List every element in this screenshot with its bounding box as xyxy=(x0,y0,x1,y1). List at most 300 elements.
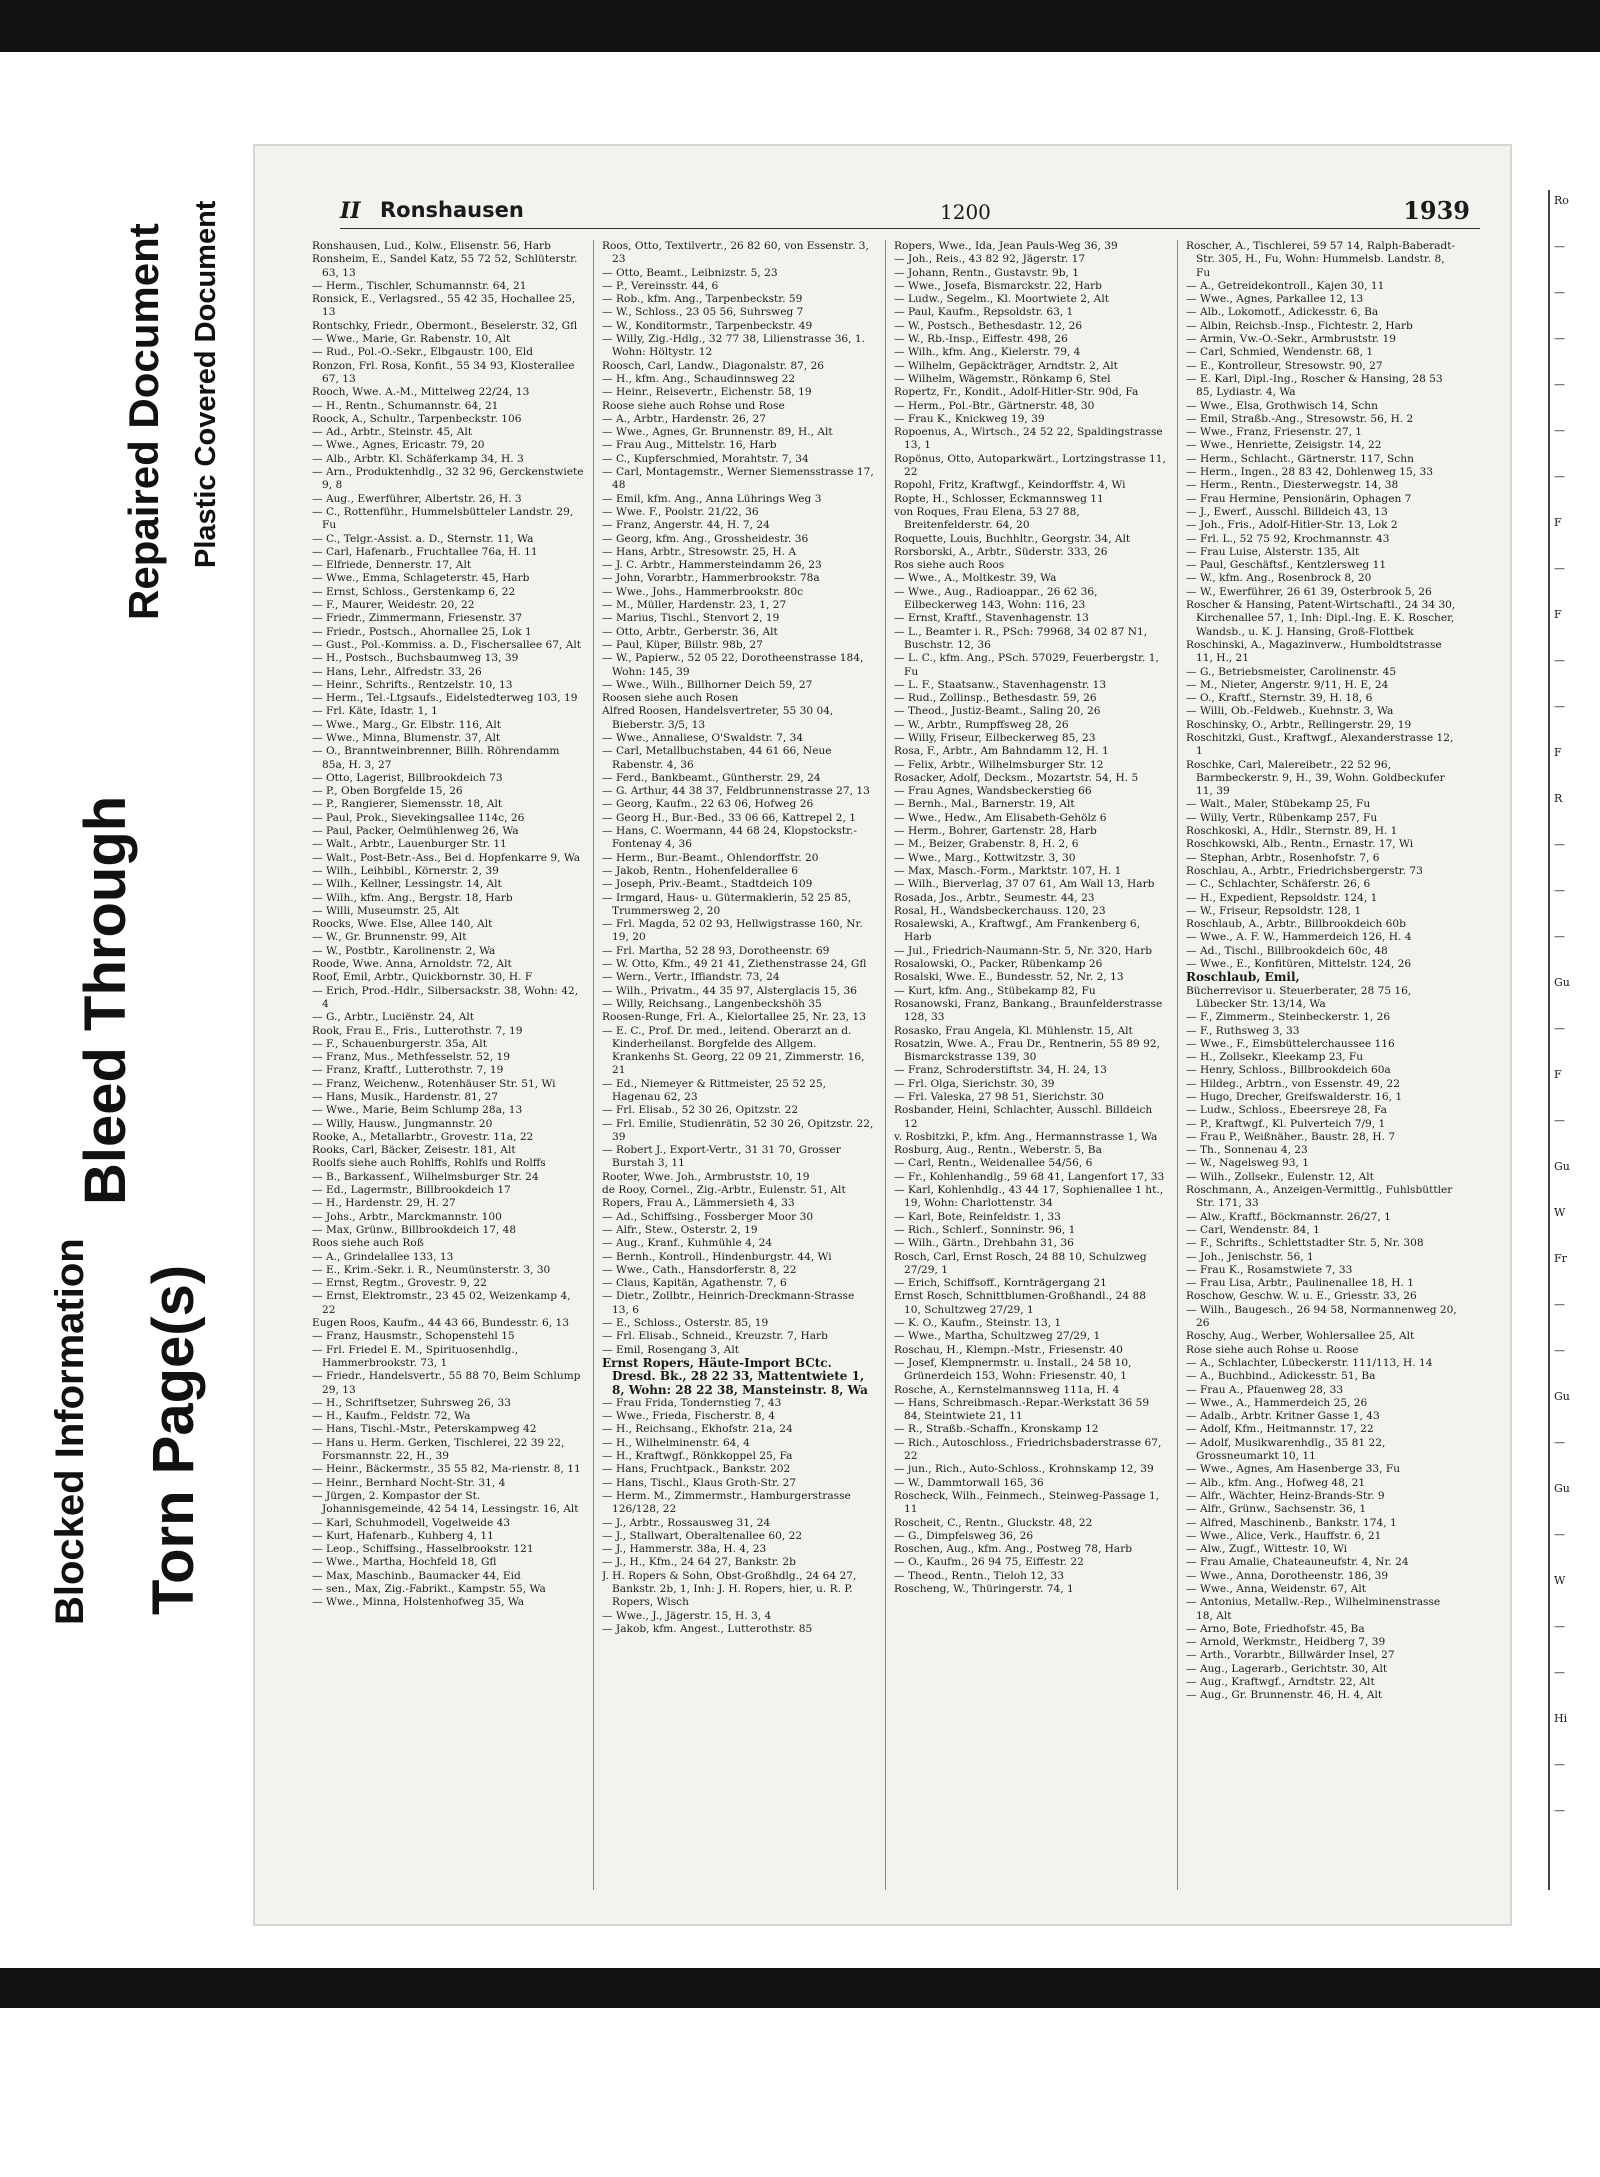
directory-entry: — Robert J., Export-Vertr., 31 31 70, Grosser Burstah 3, 11 xyxy=(602,1144,841,1170)
edge-fragment: — xyxy=(1554,1436,1565,1449)
directory-entry: — G. Arthur, 44 38 37, Feldbrunnenstrasse 27, 13 xyxy=(602,785,870,798)
directory-entry: — Frl. Olga, Sierichstr. 30, 39 xyxy=(894,1077,1055,1090)
directory-entry: — Alb., Lokomotf., Adickesstr. 6, Ba xyxy=(1186,306,1379,319)
directory-entry: J. H. Ropers & Sohn, Obst-Großhdlg., 24 64 27, Bankstr. 2b, 1, Inh: J. H. Ropers, hier, u. R. P. Ropers, Wisch xyxy=(602,1569,857,1609)
directory-entry: Ronzon, Frl. Rosa, Konfit., 55 34 93, Klosterallee 67, 13 xyxy=(312,359,575,385)
directory-entry: Roschlaub, A., Arbtr., Billbrookdeich 60b xyxy=(1186,918,1406,931)
directory-entry: — Herm., Tel.-Ltgsaufs., Eidelstedterweg 103, 19 xyxy=(312,692,578,705)
directory-entry: Roschlaub, Emil, xyxy=(1186,970,1300,985)
edge-fragment: F xyxy=(1554,608,1562,621)
directory-entry: — Ed., Niemeyer & Rittmeister, 25 52 25, Hagenau 62, 23 xyxy=(602,1077,827,1103)
directory-entry: Roosch, Carl, Landw., Diagonalstr. 87, 26 xyxy=(602,359,825,372)
directory-entry: Bücherrevisor u. Steuerberater, 28 75 16, Lübecker Str. 13/14, Wa xyxy=(1186,984,1412,1010)
directory-entry: — Adolf, Musikwarenhdlg., 35 81 22, Grossneumarkt 10, 11 xyxy=(1186,1436,1386,1463)
directory-entry: — Frau K., Rosamstwiete 7, 33 xyxy=(1186,1263,1353,1276)
directory-entry: Ropers, Frau A., Lämmersieth 4, 33 xyxy=(602,1197,795,1210)
column-1 xyxy=(312,240,584,1890)
directory-columns xyxy=(312,240,1482,1900)
directory-entry: — W., Arbtr., Rumpffsweg 28, 26 xyxy=(894,718,1069,731)
directory-entry: — Aug., Gr. Brunnenstr. 46, H. 4, Alt xyxy=(1186,1689,1383,1702)
directory-entry: — Alfred, Maschinenb., Bankstr. 174, 1 xyxy=(1186,1516,1397,1529)
directory-entry: — Otto, Lagerist, Billbrookdeich 73 xyxy=(312,771,503,784)
directory-entry: — Frl. L., 52 75 92, Krochmannstr. 43 xyxy=(1186,532,1390,545)
edge-fragment: — xyxy=(1554,1022,1565,1035)
edge-fragment: — xyxy=(1554,1528,1565,1541)
directory-entry: Roock, A., Schultr., Tarpenbeckstr. 106 xyxy=(312,412,522,425)
directory-entry: Rosburg, Aug., Rentn., Weberstr. 5, Ba xyxy=(894,1144,1102,1157)
directory-entry: — John, Vorarbtr., Hammerbrookstr. 78a xyxy=(602,572,820,585)
directory-entry: — Wern., Vertr., Iffiandstr. 73, 24 xyxy=(602,971,780,984)
directory-entry: — Wwe., Marg., Kottwitzstr. 3, 30 xyxy=(894,851,1076,864)
directory-entry: Ros siehe auch Roos xyxy=(894,559,1005,572)
directory-entry: Roschkoski, A., Hdlr., Sternstr. 89, H. 1 xyxy=(1186,825,1398,838)
directory-entry: Alfred Roosen, Handelsvertreter, 55 30 04, Bieberstr. 3/5, 13 xyxy=(602,705,834,731)
directory-entry: — Wwe., Hedw., Am Elisabeth-Gehölz 6 xyxy=(894,811,1107,824)
directory-entry: — Hugo, Drecher, Greifswalderstr. 16, 1 xyxy=(1186,1091,1403,1103)
directory-entry: — W. Otto, Kfm., 49 21 41, Ziethenstrasse 24, Gfl xyxy=(602,958,867,971)
directory-entry: Roschke, Carl, Malereibetr., 22 52 96, Barmbeckerstr. 9, H., 39, Wohn. Goldbeckufer 11, 39 xyxy=(1186,758,1445,798)
directory-entry: Roquette, Louis, Buchhltr., Georgstr. 34, Alt xyxy=(894,532,1131,545)
directory-entry: Roschinski, A., Magazinverw., Humboldtstrasse 11, H., 21 xyxy=(1186,638,1442,665)
directory-entry: — G., Dimpfelsweg 36, 26 xyxy=(894,1529,1034,1542)
directory-entry: — Bernh., Kontroll., Hindenburgstr. 44, Wi xyxy=(602,1250,832,1263)
directory-entry: — Paul, Packer, Oelmühlenweg 26, Wa xyxy=(312,825,519,838)
directory-entry: — Hans, Tischl.-Mstr., Peterskampweg 42 xyxy=(312,1423,537,1436)
directory-entry: — Joh., Reis., 43 82 92, Jägerstr. 17 xyxy=(894,253,1086,266)
directory-entry: de Rooy, Cornel., Zig.-Arbtr., Eulenstr. 51, Alt xyxy=(602,1184,846,1197)
directory-entry: Eugen Roos, Kaufm., 44 43 66, Bundesstr. 6, 13 xyxy=(312,1317,569,1330)
directory-entry: — O., Kraftf., Sternstr. 39, H. 18, 6 xyxy=(1186,692,1373,705)
directory-entry: — F., Schauenburgerstr. 35a, Alt xyxy=(312,1037,487,1050)
edge-fragment: — xyxy=(1554,1298,1565,1311)
edge-fragment: — xyxy=(1554,562,1565,575)
label-plastic-covered-document: Plastic Covered Document xyxy=(190,200,222,568)
directory-entry: — Max, Maschinb., Baumacker 44, Eid xyxy=(312,1569,521,1582)
directory-entry: — Irmgard, Haus- u. Gütermaklerin, 52 25 85, Trummersweg 2, 20 xyxy=(602,891,852,917)
directory-entry: — Walt., Post-Betr.-Ass., Bei d. Hopfenkarre 9, Wa xyxy=(312,851,581,864)
directory-entry: — Claus, Kapitän, Agathenstr. 7, 6 xyxy=(602,1277,787,1290)
edge-fragment: Gu xyxy=(1554,1482,1570,1495)
directory-entry: — Frau Agnes, Wandsbeckerstieg 66 xyxy=(894,785,1092,798)
directory-entry: Ronsick, E., Verlagsred., 55 42 35, Hochallee 25, 13 xyxy=(312,293,576,319)
directory-entry: — Hans, C. Woermann, 44 68 24, Klopstockstr.-Fontenay 4, 36 xyxy=(602,825,857,851)
directory-entry: Rooke, A., Metallarbtr., Grovestr. 11a, 22 xyxy=(312,1130,534,1143)
directory-entry: — Wwe., Elsa, Grothwisch 14, Schn xyxy=(1186,399,1378,412)
directory-entry: Roosen-Runge, Frl. A., Kielortallee 25, Nr. 23, 13 xyxy=(602,1011,867,1024)
directory-entry: — Ernst, Schloss., Gerstenkamp 6, 22 xyxy=(312,585,516,598)
directory-entry: — Wilh., Bierverlag, 37 07 61, Am Wall 13, Harb xyxy=(894,878,1155,891)
directory-entry: Roocks, Wwe. Else, Allee 140, Alt xyxy=(312,918,493,931)
directory-entry: — Stephan, Arbtr., Rosenhofstr. 7, 6 xyxy=(1186,851,1380,864)
directory-entry: — Elfriede, Dennerstr. 17, Alt xyxy=(312,559,472,572)
directory-entry: — W., Nagelsweg 93, 1 xyxy=(1186,1157,1310,1170)
directory-entry: — Herm., Bur.-Beamt., Ohlendorffstr. 20 xyxy=(602,851,819,864)
directory-entry: — Ernst, Kraftf., Stavenhagenstr. 13 xyxy=(894,612,1089,625)
directory-entry: Rosacker, Adolf, Decksm., Mozartstr. 54, H. 5 xyxy=(894,771,1139,784)
directory-entry: — Wilh., Privatm., 44 35 97, Alsterglacis 15, 36 xyxy=(602,984,857,997)
edge-fragment: Gu xyxy=(1554,976,1570,989)
directory-entry: — O., Branntweinbrenner, Billh. Röhrendamm 85a, H. 3, 27 xyxy=(312,745,560,771)
directory-entry: Rosatzin, Wwe. A., Frau Dr., Rentnerin, 55 89 92, Bismarckstrasse 139, 30 xyxy=(894,1037,1160,1064)
directory-entry: von Roques, Frau Elena, 53 27 88, Breitenfelderstr. 64, 20 xyxy=(894,505,1080,532)
directory-entry: — J., Arbtr., Rossausweg 31, 24 xyxy=(602,1516,771,1529)
directory-entry: Rosche, A., Kernstelmannsweg 111a, H. 4 xyxy=(894,1383,1120,1396)
edge-fragment: Gu xyxy=(1554,1160,1570,1173)
directory-entry: — Aug., Lagerarb., Gerichtstr. 30, Alt xyxy=(1186,1662,1388,1675)
edge-fragment: Hi xyxy=(1554,1712,1568,1725)
directory-entry: — W., Konditormstr., Tarpenbeckstr. 49 xyxy=(602,319,813,332)
directory-entry: — Wwe., Aug., Radioappar., 26 62 36, Eilbeckerweg 143, Wohn: 116, 23 xyxy=(894,585,1098,612)
directory-entry: — A., Grindelallee 133, 13 xyxy=(312,1250,454,1263)
directory-entry: — Carl, Schmied, Wendenstr. 68, 1 xyxy=(1186,346,1374,359)
directory-entry: Roscheng, W., Thüringerstr. 74, 1 xyxy=(894,1582,1074,1595)
directory-entry: — Wwe., Minna, Blumenstr. 37, Alt xyxy=(312,731,501,744)
directory-entry: — Frl. Elisab., 52 30 26, Opitzstr. 22 xyxy=(602,1104,799,1117)
edge-fragment: — xyxy=(1554,1344,1565,1357)
directory-entry: — Hans, Arbtr., Stresowstr. 25, H. A xyxy=(602,545,797,558)
directory-entry: — Wwe., Agnes, Gr. Brunnenstr. 89, H., Alt xyxy=(602,426,833,439)
directory-entry: — Wilh., Baugesch., 26 94 58, Normannenweg 20, 26 xyxy=(1186,1303,1457,1330)
directory-entry: — Frau A., Pfauenweg 28, 33 xyxy=(1186,1383,1344,1396)
directory-entry: — Alfr., Wächter, Heinz-Brands-Str. 9 xyxy=(1186,1489,1385,1502)
directory-entry: — Wwe., Marie, Beim Schlump 28a, 13 xyxy=(312,1104,523,1117)
directory-entry: — Johann, Rentn., Gustavstr. 9b, 1 xyxy=(894,266,1079,279)
directory-entry: — Herm. M., Zimmermstr., Hamburgerstrasse 126/128, 22 xyxy=(602,1489,851,1516)
directory-entry: — H., Kaufm., Feldstr. 72, Wa xyxy=(312,1410,471,1423)
directory-entry: — E., Schloss., Osterstr. 85, 19 xyxy=(602,1317,769,1330)
edge-fragment: — xyxy=(1554,1114,1565,1127)
directory-entry: — Frau Luise, Alsterstr. 135, Alt xyxy=(1186,545,1360,558)
directory-entry: — Fr., Kohlenhandlg., 59 68 41, Langenfort 17, 33 xyxy=(894,1170,1165,1183)
directory-entry: — H., Expedient, Repsoldstr. 124, 1 xyxy=(1186,891,1378,904)
directory-entry: — Joh., Fris., Adolf-Hitler-Str. 13, Lok 2 xyxy=(1186,519,1398,532)
directory-entry: — Ed., Lagermstr., Billbrookdeich 17 xyxy=(312,1184,511,1197)
directory-entry: Roscher & Hansing, Patent-Wirtschaftl., 24 34 30, Kirchenallee 57, 1, Inh: Dipl.-Ing. E. K. Roscher, Wandsb., u. K. J. Hansing, Groß-Flottbek xyxy=(1186,599,1456,638)
directory-entry: Ropoenus, A., Wirtsch., 24 52 22, Spaldingstrasse 13, 1 xyxy=(894,426,1163,452)
directory-entry: — Georg, Kaufm., 22 63 06, Hofweg 26 xyxy=(602,798,814,811)
directory-entry: — Henry, Schloss., Billbrookdeich 60a xyxy=(1186,1064,1391,1077)
column-divider xyxy=(593,240,594,1890)
directory-entry: — Frau Lisa, Arbtr., Paulinenallee 18, H. 1 xyxy=(1186,1277,1414,1290)
directory-entry: — Carl, Hafenarb., Fruchtallee 76a, H. 11 xyxy=(312,545,538,558)
directory-entry: — Adolf, Kfm., Heitmannstr. 17, 22 xyxy=(1186,1423,1374,1436)
directory-entry: — Wilhelm, Gepäckträger, Arndtstr. 2, Alt xyxy=(894,359,1118,372)
directory-entry: — K. O., Kaufm., Steinstr. 13, 1 xyxy=(894,1317,1062,1330)
directory-entry: — Wwe., A. F. W., Hammerdeich 126, H. 4 xyxy=(1186,931,1412,944)
directory-entry: — Th., Sonnenau 4, 23 xyxy=(1186,1144,1308,1157)
directory-entry: — Willi, Ob.-Feldweb., Kuehnstr. 3, Wa xyxy=(1186,705,1394,718)
edge-fragment: — xyxy=(1554,838,1565,851)
directory-entry: — Gust., Pol.-Kommiss. a. D., Fischersallee 67, Alt xyxy=(312,638,582,651)
directory-entry: — Walt., Maler, Stübekamp 25, Fu xyxy=(1186,798,1371,811)
directory-entry: — W., kfm. Ang., Rosenbrock 8, 20 xyxy=(1186,572,1372,585)
directory-entry: — Wwe., Frieda, Fischerstr. 8, 4 xyxy=(602,1410,776,1423)
directory-entry: Roolfs siehe auch Rohlffs, Rohlfs und Rolffs xyxy=(312,1157,546,1170)
directory-entry: Rooter, Wwe. Joh., Armbruststr. 10, 19 xyxy=(602,1170,810,1183)
directory-entry: — W., Postsch., Bethesdastr. 12, 26 xyxy=(894,319,1083,332)
edge-fragment: R xyxy=(1554,792,1563,805)
directory-entry: — Theod., Rentn., Tieloh 12, 33 xyxy=(894,1569,1065,1582)
directory-entry: — Ernst, Regtm., Grovestr. 9, 22 xyxy=(312,1277,487,1290)
directory-entry: — Wwe., Wilh., Billhorner Deich 59, 27 xyxy=(602,678,813,691)
directory-entry: — Felix, Arbtr., Wilhelmsburger Str. 12 xyxy=(894,758,1104,771)
directory-entry: — Otto, Arbtr., Gerberstr. 36, Alt xyxy=(602,625,778,638)
directory-entry: — J., Ewerf., Ausschl. Billdeich 43, 13 xyxy=(1186,505,1388,518)
directory-entry: — Max, Masch.-Form., Marktstr. 107, H. 1 xyxy=(894,864,1122,877)
directory-entry: Roschau, H., Klempn.-Mstr., Friesenstr. 40 xyxy=(894,1343,1123,1356)
column-3 xyxy=(894,240,1166,1890)
scanner-top-border xyxy=(0,0,1600,52)
directory-entry: — Emil, Straßb.-Ang., Stresowstr. 56, H. 2 xyxy=(1186,412,1414,425)
directory-entry: Roscher, A., Tischlerei, 59 57 14, Ralph-Baberadt-Str. 305, H., Fu, Wohn: Hummelsb. Landstr. 8, Fu xyxy=(1186,240,1456,279)
directory-entry: — Arno, Bote, Friedhofstr. 45, Ba xyxy=(1186,1622,1365,1635)
directory-entry: — Frau Amalie, Chateauneufstr. 4, Nr. 24 xyxy=(1186,1556,1409,1569)
directory-entry: — Franz, Angerstr. 44, H. 7, 24 xyxy=(602,519,770,532)
scan-warning-labels xyxy=(0,150,270,1750)
directory-entry: Roscheit, C., Rentn., Gluckstr. 48, 22 xyxy=(894,1516,1093,1529)
directory-entry: Rosalski, Wwe. E., Bundesstr. 52, Nr. 2, 13 xyxy=(894,971,1124,984)
directory-entry: — Wwe., A., Hammerdeich 25, 26 xyxy=(1186,1396,1368,1409)
directory-entry: — Willy, Zig.-Hdlg., 32 77 38, Lilienstrasse 36, 1. Wohn: Höltystr. 12 xyxy=(602,333,866,359)
directory-entry: — Paul, Geschäftsf., Kentzlersweg 11 xyxy=(1186,559,1387,572)
directory-year: 1939 xyxy=(1403,196,1470,225)
directory-entry: — M., Beizer, Grabenstr. 8, H. 2, 6 xyxy=(894,838,1079,851)
directory-entry: — Friedr., Zimmermann, Friesenstr. 37 xyxy=(312,612,523,625)
directory-entry: — Alfr., Stew., Osterstr. 2, 19 xyxy=(602,1223,758,1236)
directory-entry: — Alb., Arbtr. Kl. Schäferkamp 34, H. 3 xyxy=(312,452,524,465)
directory-entry: — Adalb., Arbtr. Kritner Gasse 1, 43 xyxy=(1186,1410,1380,1423)
directory-entry: — Max, Grünw., Billbrookdeich 17, 48 xyxy=(312,1223,517,1236)
directory-entry: — Emil, Rosengang 3, Alt xyxy=(602,1343,739,1356)
directory-entry: — Kurt, kfm. Ang., Stübekamp 82, Fu xyxy=(894,984,1096,997)
directory-entry: — Wwe. F., Poolstr. 21/22, 36 xyxy=(602,505,759,518)
directory-entry: Rooch, Wwe. A.-M., Mittelweg 22/24, 13 xyxy=(312,386,530,399)
directory-entry: — Hildeg., Arbtrn., von Essenstr. 49, 22 xyxy=(1186,1077,1400,1090)
directory-entry: — Jürgen, 2. Kompastor der St. Johannisgemeinde, 42 54 14, Lessingstr. 16, Alt xyxy=(312,1489,579,1516)
directory-entry: Roschkowski, Alb., Rentn., Ernastr. 17, Wi xyxy=(1186,838,1414,851)
directory-entry: — Dietr., Zollbtr., Heinrich-Dreckmann-Strasse 13, 6 xyxy=(602,1290,855,1316)
edge-fragment: — xyxy=(1554,700,1565,713)
label-bleed-through: Bleed Through xyxy=(73,795,138,1205)
directory-entry: — Georg H., Bur.-Bed., 33 06 66, Kattrepel 2, 1 xyxy=(602,811,857,824)
directory-entry: — Carl, Wendenstr. 84, 1 xyxy=(1186,1223,1320,1236)
directory-entry: — B., Barkassenf., Wilhelmsburger Str. 24 xyxy=(312,1170,539,1183)
directory-entry: — F., Zimmerm., Steinbeckerstr. 1, 26 xyxy=(1186,1011,1391,1024)
directory-entry: — E., Krim.-Sekr. i. R., Neumünsterstr. 3, 30 xyxy=(312,1263,551,1276)
directory-entry: — Hans, Lehr., Alfredstr. 33, 26 xyxy=(312,665,482,678)
directory-entry: Roschen, Aug., kfm. Ang., Postweg 78, Harb xyxy=(894,1543,1133,1556)
directory-entry: — Wwe., Franz, Friesenstr. 27, 1 xyxy=(1186,426,1363,439)
directory-entry: — Herm., Ingen., 28 83 42, Dohlenweg 15, 33 xyxy=(1186,466,1433,479)
directory-entry: — Willy, Friseur, Eilbeckerweg 85, 23 xyxy=(894,731,1096,744)
directory-entry: — Franz, Weichenw., Rotenhäuser Str. 51, Wi xyxy=(312,1077,556,1090)
directory-entry: — H., Kraftwgf., Rönkkoppel 25, Fa xyxy=(602,1450,793,1463)
directory-entry: Rontschky, Friedr., Obermont., Beselerstr. 32, Gfl xyxy=(312,319,578,332)
directory-entry: Ropertz, Fr., Kondit., Adolf-Hitler-Str. 90d, Fa xyxy=(894,386,1139,399)
directory-entry: — P., Oben Borgfelde 15, 26 xyxy=(312,785,463,798)
directory-entry: — Herm., Bohrer, Gartenstr. 28, Harb xyxy=(894,825,1097,838)
directory-entry: — Wwe., Annaliese, O'Swaldstr. 7, 34 xyxy=(602,731,804,744)
edge-fragment: — xyxy=(1554,1758,1565,1771)
directory-entry: — Paul, Küper, Billstr. 98b, 27 xyxy=(602,638,763,651)
directory-entry: — Heinr., Reisevertr., Eichenstr. 58, 19 xyxy=(602,386,812,399)
directory-entry: Rooks, Carl, Bäcker, Zeisestr. 181, Alt xyxy=(312,1144,516,1157)
page-edge-line xyxy=(1548,190,1550,1890)
directory-entry: — Heinr., Bernhard Nocht-Str. 31, 4 xyxy=(312,1476,506,1489)
directory-entry: Ropte, H., Schlosser, Eckmannsweg 11 xyxy=(894,492,1104,505)
directory-entry: — Albin, Reichsb.-Insp., Fichtestr. 2, Harb xyxy=(1186,319,1413,332)
edge-fragment: F xyxy=(1554,516,1562,529)
directory-entry: — Wwe., Josefa, Bismarckstr. 22, Harb xyxy=(894,279,1102,292)
directory-entry: — Willy, Hausw., Jungmannstr. 20 xyxy=(312,1117,493,1130)
directory-entry: — A., Arbtr., Hardenstr. 26, 27 xyxy=(602,412,766,425)
directory-entry: — Wilh., Zollsekr., Eulenstr. 12, Alt xyxy=(1186,1170,1374,1183)
edge-fragment: Ro xyxy=(1554,194,1569,207)
directory-entry: — Alw., Zugf., Wittestr. 10, Wi xyxy=(1186,1543,1348,1556)
directory-entry: — Aug., Ewerführer, Albertstr. 26, H. 3 xyxy=(312,492,522,505)
edge-fragment: — xyxy=(1554,470,1565,483)
directory-entry: Rosada, Jos., Arbtr., Seumestr. 44, 23 xyxy=(894,891,1095,904)
directory-entry: Ernst Ropers, Häute-Import BCtc. Dresd. Bk., 28 22 33, Mattentwiete 1, 8, Wohn: 28 22 38, Mansteinstr. 8, Wa xyxy=(602,1355,868,1397)
directory-entry: — Jakob, Rentn., Hohenfelderallee 6 xyxy=(602,864,799,877)
directory-entry: — Wwe., Minna, Holstenhofweg 35, Wa xyxy=(312,1596,525,1609)
directory-entry: — Alw., Kraftf., Böckmannstr. 26/27, 1 xyxy=(1186,1210,1391,1223)
directory-entry: Roode, Wwe. Anna, Arnoldstr. 72, Alt xyxy=(312,958,512,971)
directory-entry: — Wilh., Leihbibl., Körnerstr. 2, 39 xyxy=(312,864,499,877)
directory-entry: — Rich., Schlerf., Sonninstr. 96, 1 xyxy=(894,1223,1076,1236)
directory-entry: — Hans, Schreibmasch.-Repar.-Werkstatt 36 59 84, Steintwiete 21, 11 xyxy=(894,1396,1150,1423)
label-repaired-document: Repaired Document xyxy=(120,223,167,620)
directory-entry: — A., Buchbind., Adickesstr. 51, Ba xyxy=(1186,1370,1376,1383)
directory-entry: — Ernst, Elektromstr., 23 45 02, Weizenkamp 4, 22 xyxy=(312,1290,571,1316)
directory-entry: — L., Beamter i. R., PSch: 79968, 34 02 87 N1, Buschstr. 12, 36 xyxy=(894,625,1148,651)
edge-fragment: — xyxy=(1554,332,1565,345)
directory-entry: — Carl, Rentn., Weidenallee 54/56, 6 xyxy=(894,1157,1093,1170)
column-4 xyxy=(1186,240,1458,1890)
directory-entry: — H., Wilhelminenstr. 64, 4 xyxy=(602,1436,750,1449)
directory-entry: — Frl. Emilie, Studienrätin, 52 30 26, Opitzstr. 22, 39 xyxy=(602,1117,874,1143)
directory-entry: — Alb., kfm. Ang., Hofweg 48, 21 xyxy=(1186,1476,1366,1489)
directory-entry: — Wwe., Alice, Verk., Hauffstr. 6, 21 xyxy=(1186,1529,1382,1542)
directory-entry: — F., Schrifts., Schlettstadter Str. 5, Nr. 308 xyxy=(1186,1237,1424,1250)
directory-entry: — Joseph, Priv.-Beamt., Stadtdeich 109 xyxy=(602,878,813,891)
directory-entry: Roos, Otto, Textilvertr., 26 82 60, von Essenstr. 3, 23 xyxy=(602,240,869,266)
directory-entry: Roschitzki, Gust., Kraftwgf., Alexanderstrasse 12, 1 xyxy=(1186,731,1454,758)
directory-entry: — Heinr., Bäckermstr., 35 55 82, Ma-rienstr. 8, 11 xyxy=(312,1463,581,1476)
directory-entry: Rosanowski, Franz, Bankang., Braunfelderstrasse 128, 33 xyxy=(894,997,1163,1024)
directory-entry: Rorsborski, A., Arbtr., Süderstr. 333, 26 xyxy=(894,545,1108,558)
directory-entry: Rose siehe auch Rohse u. Roose xyxy=(1186,1343,1359,1356)
directory-entry: — Wwe., Marg., Gr. Elbstr. 116, Alt xyxy=(312,718,501,731)
directory-entry: — Wwe., E., Konfitüren, Mittelstr. 124, 26 xyxy=(1186,958,1412,971)
directory-entry: — Herm., Rentn., Diesterwegstr. 14, 38 xyxy=(1186,479,1399,492)
directory-entry: — Wwe., Johs., Hammerbrookstr. 80c xyxy=(602,585,804,598)
directory-entry: — Willi, Museumstr. 25, Alt xyxy=(312,904,460,917)
directory-entry: — H., Schriftsetzer, Suhrsweg 26, 33 xyxy=(312,1396,511,1409)
directory-entry: — Carl, Montagemstr., Werner Siemensstrasse 17, 48 xyxy=(602,466,874,492)
edge-fragment: — xyxy=(1554,424,1565,437)
directory-entry: — Frl. Friedel E. M., Spirituosenhdlg., Hammerbrookstr. 73, 1 xyxy=(312,1343,519,1369)
label-blocked-information: Blocked Information xyxy=(48,1238,92,1625)
directory-entry: — Herm., Pol.-Btr., Gärtnerstr. 48, 30 xyxy=(894,399,1095,412)
directory-entry: — Rud., Pol.-O.-Sekr., Elbgaustr. 100, Eld xyxy=(312,346,534,359)
directory-entry: — H., Reichsang., Ekhofstr. 21a, 24 xyxy=(602,1423,793,1436)
directory-entry: — W., Ewerführer, 26 61 39, Osterbrook 5, 26 xyxy=(1186,585,1432,598)
directory-entry: — L. C., kfm. Ang., PSch. 57029, Feuerbergstr. 1, Fu xyxy=(894,652,1159,678)
edge-fragment: F xyxy=(1554,746,1562,759)
directory-entry: — Wilh., Kellner, Lessingstr. 14, Alt xyxy=(312,878,502,891)
directory-entry: — Aug., Kraftwgf., Arndtstr. 22, Alt xyxy=(1186,1676,1375,1689)
directory-entry: — E., Kontrolleur, Stresowstr. 90, 27 xyxy=(1186,359,1383,372)
directory-entry: — W., Schloss., 23 05 56, Suhrsweg 7 xyxy=(602,306,804,319)
directory-entry: — Ad., Tischl., Billbrookdeich 60c, 48 xyxy=(1186,944,1388,957)
directory-entry: — Rich., Autoschloss., Friedrichsbaderstrasse 67, 22 xyxy=(894,1436,1162,1463)
directory-entry: — W., Papierw., 52 05 22, Dorotheenstrasse 184, Wohn: 145, 39 xyxy=(602,652,864,678)
edge-fragment: — xyxy=(1554,930,1565,943)
directory-entry: — Wwe., Marie, Gr. Rabenstr. 10, Alt xyxy=(312,333,511,346)
directory-entry: Roof, Emil, Arbtr., Quickbornstr. 30, H. F xyxy=(312,971,533,984)
directory-entry: — Ad., Schiffsing., Fossberger Moor 30 xyxy=(602,1210,814,1223)
column-divider xyxy=(885,240,886,1890)
directory-entry: Roschy, Aug., Werber, Wohlersallee 25, Alt xyxy=(1186,1330,1415,1343)
edge-fragment: W xyxy=(1554,1206,1566,1219)
directory-entry: — Antonius, Metallw.-Rep., Wilhelminenstrasse 18, Alt xyxy=(1186,1596,1441,1622)
edge-fragment: W xyxy=(1554,1574,1566,1587)
directory-entry: — R., Straßb.-Schaffn., Kronskamp 12 xyxy=(894,1423,1099,1436)
directory-entry: — E. Karl, Dipl.-Ing., Roscher & Hansing, 28 53 85, Lydiastr. 4, Wa xyxy=(1186,372,1443,399)
edge-fragment: Fr xyxy=(1554,1252,1567,1265)
directory-entry: Roosen siehe auch Rosen xyxy=(602,692,739,705)
directory-entry: — Rob., kfm. Ang., Tarpenbeckstr. 59 xyxy=(602,293,803,306)
directory-entry: Ropers, Wwe., Ida, Jean Pauls-Weg 36, 39 xyxy=(894,240,1118,252)
directory-entry: — A., Schlachter, Lübeckerstr. 111/113, H. 14 xyxy=(1186,1356,1433,1369)
directory-entry: — M., Müller, Hardenstr. 23, 1, 27 xyxy=(602,599,787,612)
directory-entry: — Ferd., Bankbeamt., Güntherstr. 29, 24 xyxy=(602,771,821,784)
directory-entry: — C., Kupferschmied, Morahtstr. 7, 34 xyxy=(602,452,809,465)
directory-entry: — Armin, Vw.-O.-Sekr., Armbruststr. 19 xyxy=(1186,333,1396,346)
directory-entry: — Frl. Elisab., Schneid., Kreuzstr. 7, Harb xyxy=(602,1330,828,1343)
directory-entry: — Josef, Klempnermstr. u. Install., 24 58 10, Grünerdeich 153, Wohn: Friesenstr. 40, 1 xyxy=(894,1356,1132,1383)
directory-entry: — H., Zollsekr., Kleekamp 23, Fu xyxy=(1186,1051,1364,1064)
directory-entry: — Wwe., Agnes, Ericastr. 79, 20 xyxy=(312,439,485,452)
directory-entry: — W., Postbtr., Karolinenstr. 2, Wa xyxy=(312,944,496,957)
directory-entry: — Franz, Hausmstr., Schopenstehl 15 xyxy=(312,1330,515,1343)
directory-entry: — Hans, Musik., Hardenstr. 81, 27 xyxy=(312,1091,499,1103)
directory-entry: — Wwe., Martha, Schultzweg 27/29, 1 xyxy=(894,1330,1101,1343)
directory-entry: Roschow, Geschw. W. u. E., Griesstr. 33, 26 xyxy=(1186,1290,1417,1303)
edge-fragment: — xyxy=(1554,884,1565,897)
column-divider xyxy=(1177,240,1178,1890)
edge-fragment: — xyxy=(1554,240,1565,253)
directory-entry: — W., Rb.-Insp., Eiffestr. 498, 26 xyxy=(894,333,1068,346)
directory-entry: — C., Telgr.-Assist. a. D., Sternstr. 11, Wa xyxy=(312,532,534,545)
directory-entry: — Wwe., Agnes, Parkallee 12, 13 xyxy=(1186,293,1364,306)
directory-entry: — Wwe., Emma, Schlageterstr. 45, Harb xyxy=(312,572,530,585)
directory-entry: — F., Ruthsweg 3, 33 xyxy=(1186,1024,1300,1037)
directory-entry: — Hans, Tischl., Klaus Groth-Str. 27 xyxy=(602,1476,797,1489)
directory-entry: — Theod., Justiz-Beamt., Saling 20, 26 xyxy=(894,705,1101,718)
directory-entry: — Frau P., Weißnäher., Baustr. 28, H. 7 xyxy=(1186,1130,1396,1143)
directory-entry: — Aug., Kranf., Kuhmühle 4, 24 xyxy=(602,1237,773,1250)
directory-entry: v. Rosbitzki, P., kfm. Ang., Hermannstrasse 1, Wa xyxy=(894,1130,1158,1143)
adjacent-page-edge xyxy=(1548,190,1600,1970)
directory-entry: — Herm., Tischler, Schumannstr. 64, 21 xyxy=(312,279,527,292)
directory-entry: — J., Stallwart, Oberaltenallee 60, 22 xyxy=(602,1529,803,1542)
directory-entry: — J., Hammerstr. 38a, H. 4, 23 xyxy=(602,1543,767,1556)
directory-entry: — Franz, Mus., Methfesselstr. 52, 19 xyxy=(312,1051,510,1064)
directory-entry: — Wilh., Gärtn., Drehbahn 31, 36 xyxy=(894,1237,1074,1250)
directory-entry: — Wwe., Cath., Hansdorferstr. 8, 22 xyxy=(602,1263,797,1276)
